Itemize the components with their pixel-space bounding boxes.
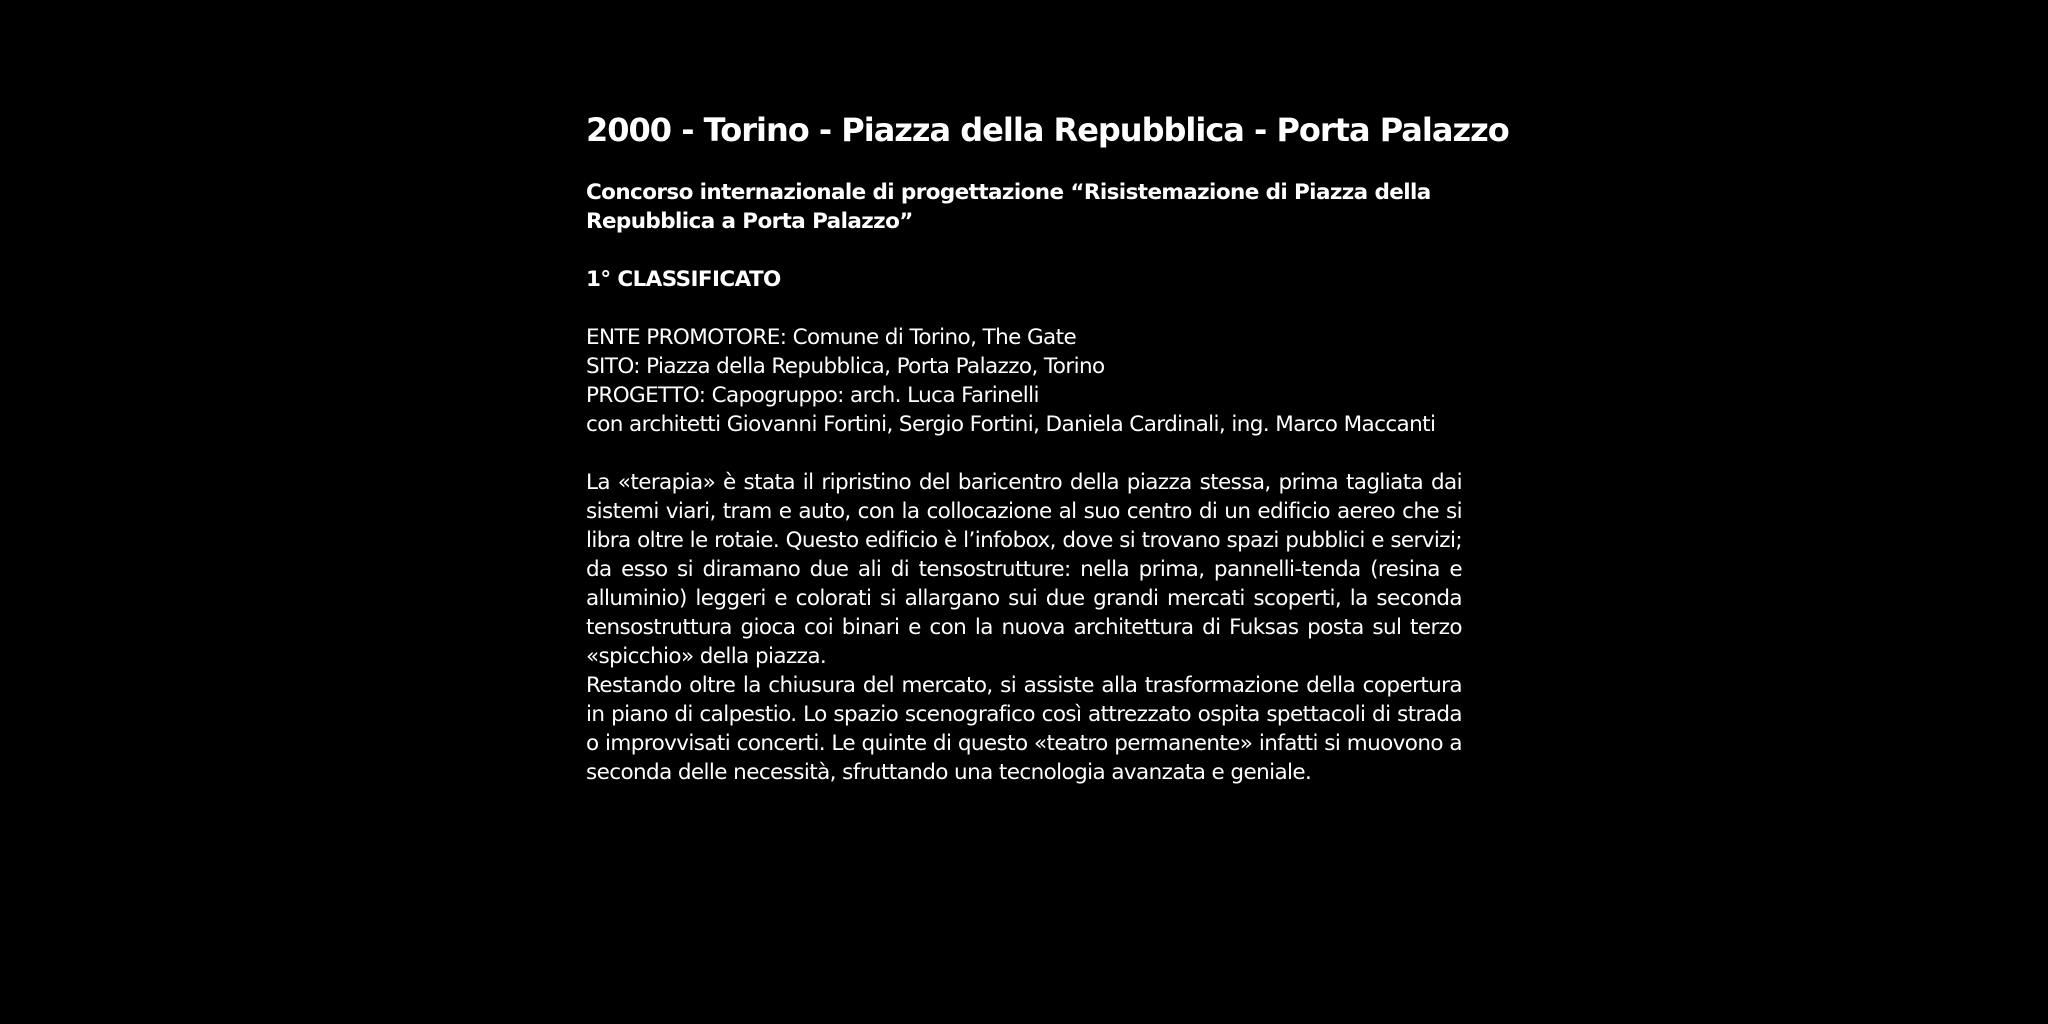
project-info: [586, 323, 1462, 439]
ranking-label: 1° CLASSIFICATO: [586, 267, 781, 292]
info-collaborators: con architetti Giovanni Fortini, Sergio Fortini, Daniela Cardinali, ing. Marco Maccanti: [586, 412, 1436, 437]
info-promoter: ENTE PROMOTORE: Comune di Torino, The Gate: [586, 325, 1077, 350]
page-title: 2000 - Torino - Piazza della Repubblica - Porta Palazzo: [586, 111, 1509, 149]
competition-subtitle: Concorso internazionale di progettazione “Risistemazione di Piazza della Repubblica a Porta Palazzo”: [586, 180, 1431, 234]
description-paragraph: La «terapia» è stata il ripristino del baricentro della piazza stessa, prima tagliata dai sistemi viari, tram e auto, con la collocazione al suo centro di un edificio aereo che si libra oltre le rotaie. Questo edificio è l’infobox, dove si trovano spazi pubblici e servizi; da esso si diramano due ali di tensostrutture: nella prima, pannelli-tenda (resina e alluminio) leggeri e colorati si allargano sui due grandi mercati scoperti, la seconda tensostruttura gioca coi binari e con la nuova architettura di Fuksas posta sul terzo «spicchio» della piazza.: [586, 470, 1462, 669]
info-site: SITO: Piazza della Repubblica, Porta Palazzo, Torino: [586, 354, 1105, 379]
document-content: [586, 108, 1509, 787]
info-project: PROGETTO: Capogruppo: arch. Luca Farinelli: [586, 383, 1039, 408]
description-paragraph: Restando oltre la chiusura del mercato, si assiste alla trasformazione della copertura in piano di calpestio. Lo spazio scenografico così attrezzato ospita spettacoli di strada o improvvisati concerti. Le quinte di questo «teatro permanente» infatti si muovono a seconda delle necessità, sfruttando una tecnologia avanzata e geniale.: [586, 673, 1462, 785]
